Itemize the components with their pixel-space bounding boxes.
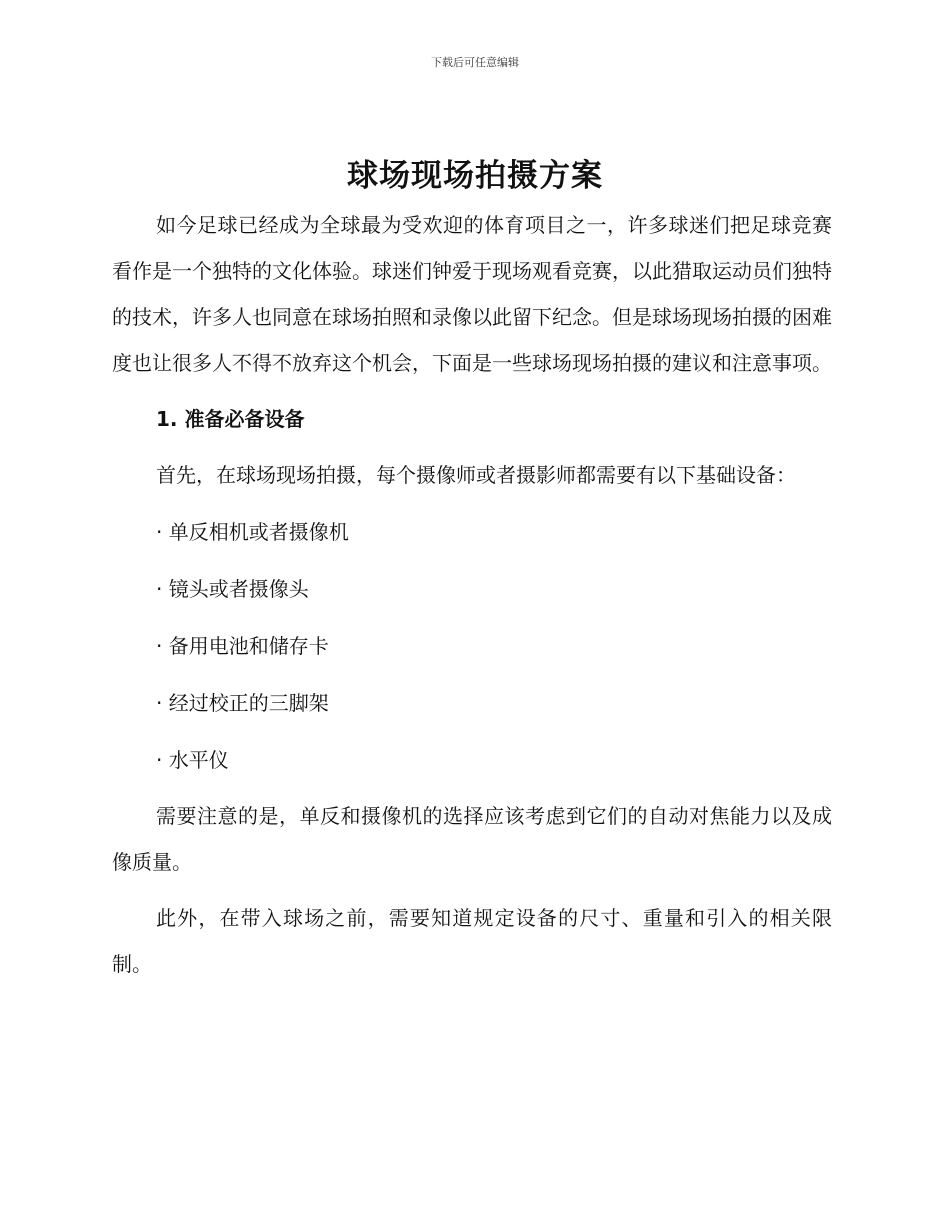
list-item: · 水平仪 [156,748,229,772]
camera-note-paragraph: 需要注意的是，单反和摄像机的选择应该考虑到它们的自动对焦能力以及成像质量。 [112,804,832,874]
document-title: 球场现场拍摄方案 [347,158,603,194]
equipment-lead-paragraph: 首先，在球场现场拍摄，每个摄像师或者摄影师都需要有以下基础设备： [156,463,796,487]
document-body [112,202,832,987]
page-header-note: 下载后可任意编辑 [431,56,519,69]
list-item: · 经过校正的三脚架 [156,691,329,715]
section-heading: 1. 准备必备设备 [156,407,305,431]
intro-paragraph: 如今足球已经成为全球最为受欢迎的体育项目之一，许多球迷们把足球竞赛看作是一个独特的文化体验。球迷们钟爱于现场观看竞赛，以此猎取运动员们独特的技术，许多人也同意在球场拍照和录像以此留下纪念。但是球场现场拍摄的困难度也让很多人不得不放弃这个机会，下面是一些球场现场拍摄的建议和注意事项。 [112,213,832,375]
list-item: · 镜头或者摄像头 [156,577,309,601]
equipment-list [112,509,832,783]
restriction-note-paragraph: 此外，在带入球场之前，需要知道规定设备的尺寸、重量和引入的相关限制。 [112,906,832,976]
list-item: · 备用电池和储存卡 [156,634,329,658]
list-item: · 单反相机或者摄像机 [156,520,349,544]
